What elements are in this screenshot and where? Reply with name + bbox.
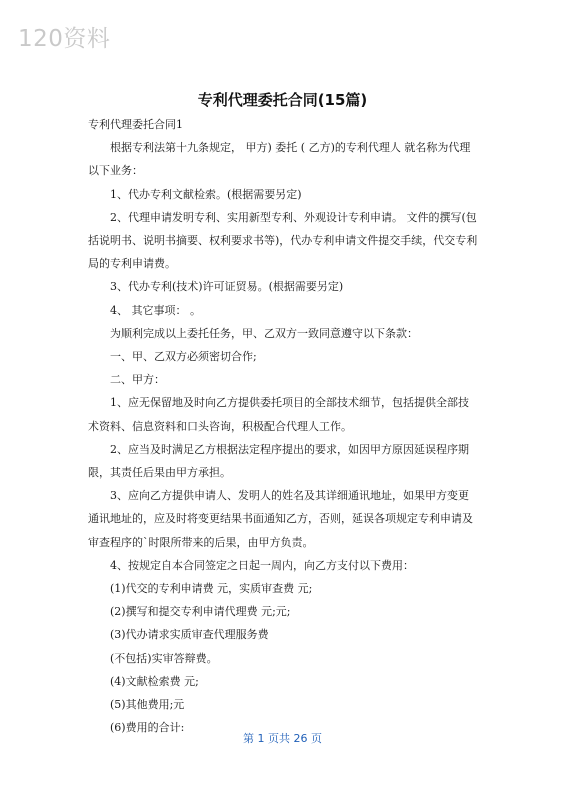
paragraph: 1、代办专利文献检索。(根据需要另定): [110, 187, 302, 201]
page-number: 第 1 页共 26 页: [243, 732, 322, 745]
document-body: [88, 113, 478, 739]
fee-item: (不包括)实审答辩费。: [110, 651, 218, 665]
paragraph: 二、甲方：: [110, 373, 165, 387]
paragraph: 一、甲、乙双方必须密切合作;: [110, 350, 257, 364]
paragraph: 4、按规定自本合同签定之日起一周内，向乙方支付以下费用：: [110, 558, 414, 572]
fee-item: (2)撰写和提交专利申请代理费 元;元;: [110, 605, 291, 619]
paragraph: 为顺利完成以上委托任务，甲、乙双方一致同意遵守以下条款：: [110, 326, 418, 340]
document-title: 专利代理委托合同(15篇): [197, 91, 368, 109]
fee-item: (3)代办请求实质审查代理服务费: [110, 628, 269, 642]
paragraph: 2、代理申请发明专利、实用新型专利、外观设计专利申请。 文件的撰写(包括说明书、说明书摘要、权利要求书等)，代办专利申请文件提交手续，代交专利局的专利申请费。: [88, 210, 478, 271]
paragraph: 2、应当及时满足乙方根据法定程序提出的要求，如因甲方原因延误程序期限，其责任后果由甲方承担。: [88, 442, 469, 480]
paragraph: 3、应向乙方提供申请人、发明人的姓名及其详细通讯地址，如果甲方变更通讯地址的，应及时将变更结果书面通知乙方，否则，延误各项规定专利申请及审查程序的`时限所带来的后果，由甲方负责。: [88, 489, 473, 549]
paragraph: 根据专利法第十九条规定， 甲方) 委托 ( 乙方)的专利代理人 就名称为代理以下业务：: [88, 141, 471, 178]
watermark-logo: 120资料: [18, 26, 111, 52]
fee-item: (1)代交的专利申请费 元，实质审查费 元;: [110, 582, 313, 596]
paragraph: 4、 其它事项： 。: [110, 303, 201, 317]
fee-item: (6)费用的合计:: [110, 721, 185, 735]
paragraph: 1、应无保留地及时向乙方提供委托项目的全部技术细节，包括提供全部技术资料、信息资料和口头咨询，积极配合代理人工作。: [88, 396, 469, 433]
fee-item: (4)文献检索费 元;: [110, 674, 199, 688]
section-heading: 专利代理委托合同1: [88, 118, 183, 131]
paragraph: 3、代办专利(技术)许可证贸易。(根据需要另定): [110, 280, 344, 294]
fee-item: (5)其他费用;元: [110, 698, 185, 712]
